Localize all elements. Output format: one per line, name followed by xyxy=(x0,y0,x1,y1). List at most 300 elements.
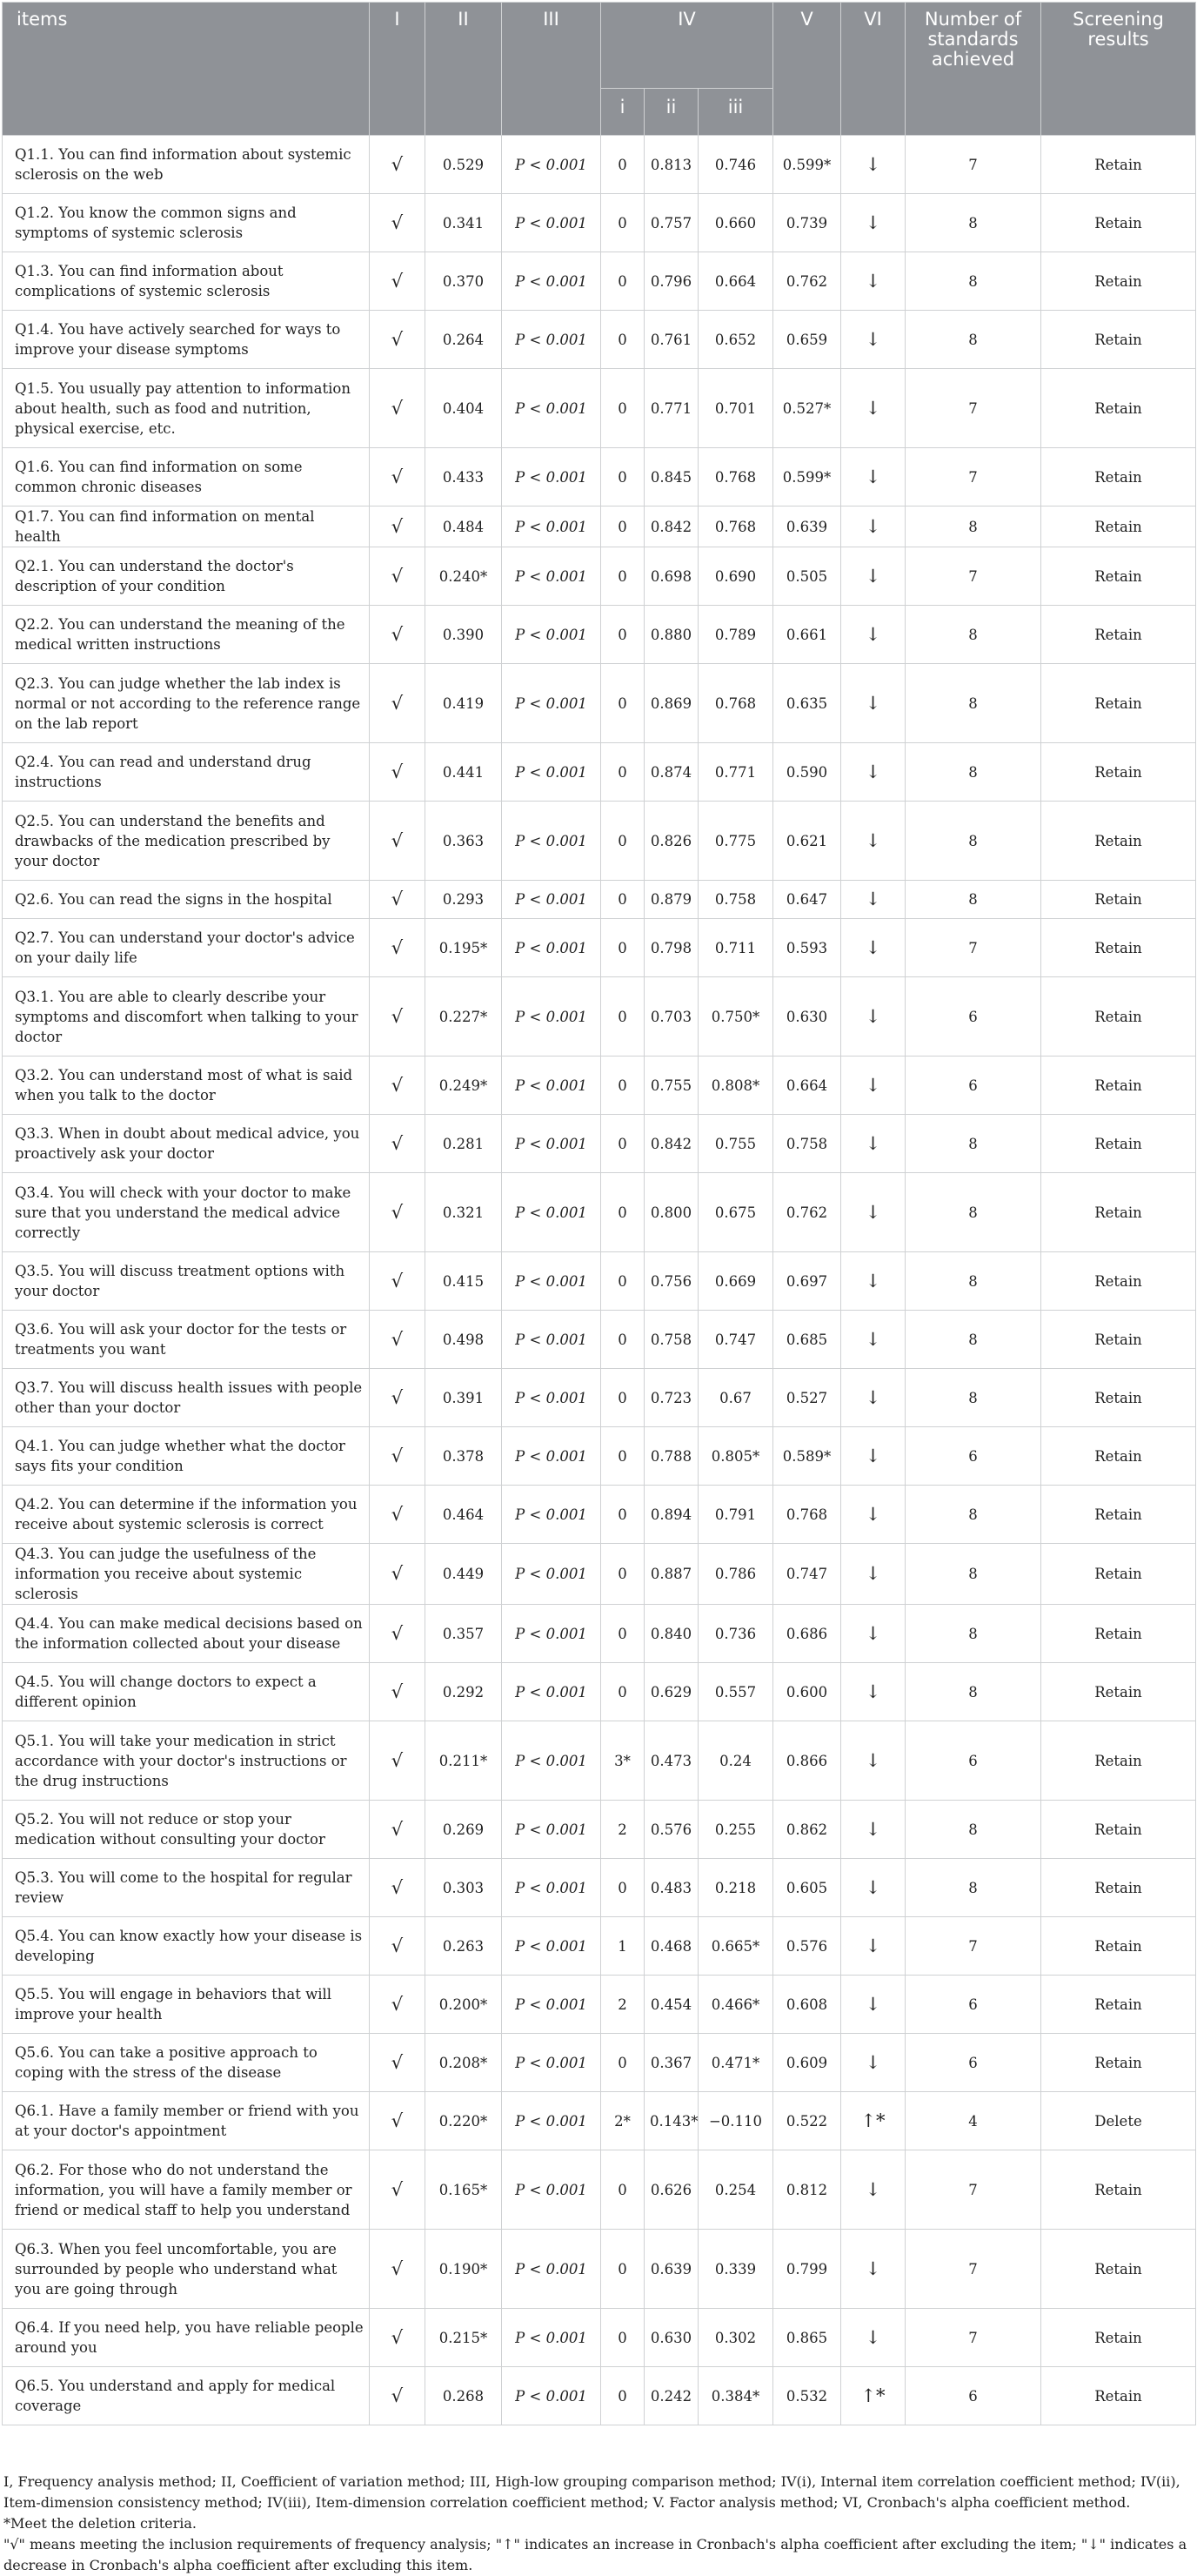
frequency-check: √ xyxy=(370,2309,425,2367)
internal-correlation: 0 xyxy=(601,1859,645,1917)
cronbach-arrow: ↓ xyxy=(841,1801,906,1859)
internal-correlation: 2* xyxy=(601,2092,645,2150)
item-dimension-correlation: 0.254 xyxy=(699,2150,773,2230)
standards-count: 6 xyxy=(906,1976,1041,2034)
coefficient-of-variation: 0.404 xyxy=(425,369,502,448)
table-row xyxy=(3,1057,1196,1115)
frequency-check: √ xyxy=(370,1721,425,1801)
item-dimension-consistency: 0.796 xyxy=(645,252,699,311)
cronbach-arrow: ↓ xyxy=(841,2230,906,2309)
col-i-header: I xyxy=(370,3,425,136)
item-cell: Q1.4. You have actively searched for ways to improve your disease symptoms xyxy=(3,311,370,369)
frequency-check: √ xyxy=(370,506,425,547)
item-cell: Q5.4. You can know exactly how your disease is developing xyxy=(3,1917,370,1976)
item-dimension-consistency: 0.845 xyxy=(645,448,699,506)
item-dimension-consistency: 0.757 xyxy=(645,194,699,252)
coefficient-of-variation: 0.498 xyxy=(425,1311,502,1369)
table-row xyxy=(3,2092,1196,2150)
factor-loading: 0.621 xyxy=(773,802,841,881)
standards-count: 8 xyxy=(906,1605,1041,1663)
screening-result: Retain xyxy=(1041,606,1196,664)
factor-loading: 0.762 xyxy=(773,252,841,311)
item-dimension-correlation: 0.339 xyxy=(699,2230,773,2309)
screening-result: Retain xyxy=(1041,448,1196,506)
internal-correlation: 0 xyxy=(601,1544,645,1605)
standards-count: 8 xyxy=(906,1311,1041,1369)
item-cell: Q4.4. You can make medical decisions based on the information collected about your disease xyxy=(3,1605,370,1663)
frequency-check: √ xyxy=(370,1605,425,1663)
factor-loading: 0.599* xyxy=(773,136,841,194)
table-row xyxy=(3,1427,1196,1486)
table-row xyxy=(3,506,1196,547)
item-dimension-consistency: 0.761 xyxy=(645,311,699,369)
coefficient-of-variation: 0.441 xyxy=(425,743,502,802)
item-cell: Q5.3. You will come to the hospital for regular review xyxy=(3,1859,370,1917)
item-dimension-consistency: 0.894 xyxy=(645,1486,699,1544)
item-dimension-correlation: 0.789 xyxy=(699,606,773,664)
coefficient-of-variation: 0.449 xyxy=(425,1544,502,1605)
factor-loading: 0.609 xyxy=(773,2034,841,2092)
high-low-p-value: P < 0.001 xyxy=(502,2092,601,2150)
screening-result: Retain xyxy=(1041,1486,1196,1544)
item-dimension-correlation: 0.808* xyxy=(699,1057,773,1115)
item-dimension-correlation: 0.384* xyxy=(699,2367,773,2425)
col-screening-result-header: Screening results xyxy=(1041,3,1196,136)
item-cell: Q2.5. You can understand the benefits and drawbacks of the medication prescribed by your doctor xyxy=(3,802,370,881)
high-low-p-value: P < 0.001 xyxy=(502,136,601,194)
coefficient-of-variation: 0.264 xyxy=(425,311,502,369)
factor-loading: 0.647 xyxy=(773,881,841,919)
table-row xyxy=(3,2309,1196,2367)
coefficient-of-variation: 0.293 xyxy=(425,881,502,919)
factor-loading: 0.685 xyxy=(773,1311,841,1369)
standards-count: 6 xyxy=(906,977,1041,1057)
internal-correlation: 0 xyxy=(601,1057,645,1115)
coefficient-of-variation: 0.378 xyxy=(425,1427,502,1486)
screening-result: Retain xyxy=(1041,369,1196,448)
high-low-p-value: P < 0.001 xyxy=(502,2034,601,2092)
internal-correlation: 0 xyxy=(601,664,645,743)
item-dimension-consistency: 0.698 xyxy=(645,547,699,606)
cronbach-arrow: ↓ xyxy=(841,977,906,1057)
frequency-check: √ xyxy=(370,1859,425,1917)
coefficient-of-variation: 0.341 xyxy=(425,194,502,252)
table-row xyxy=(3,369,1196,448)
internal-correlation: 0 xyxy=(601,311,645,369)
table-footnotes xyxy=(3,2472,1194,2576)
high-low-p-value: P < 0.001 xyxy=(502,1427,601,1486)
frequency-check: √ xyxy=(370,194,425,252)
item-cell: Q1.1. You can find information about systemic sclerosis on the web xyxy=(3,136,370,194)
internal-correlation: 0 xyxy=(601,547,645,606)
standards-count: 7 xyxy=(906,448,1041,506)
high-low-p-value: P < 0.001 xyxy=(502,664,601,743)
table-row xyxy=(3,1369,1196,1427)
internal-correlation: 0 xyxy=(601,977,645,1057)
coefficient-of-variation: 0.484 xyxy=(425,506,502,547)
table-row xyxy=(3,664,1196,743)
high-low-p-value: P < 0.001 xyxy=(502,919,601,977)
coefficient-of-variation: 0.292 xyxy=(425,1663,502,1721)
screening-result: Retain xyxy=(1041,1115,1196,1173)
item-cell: Q2.2. You can understand the meaning of the medical written instructions xyxy=(3,606,370,664)
internal-correlation: 0 xyxy=(601,2367,645,2425)
high-low-p-value: P < 0.001 xyxy=(502,802,601,881)
high-low-p-value: P < 0.001 xyxy=(502,1311,601,1369)
screening-result: Retain xyxy=(1041,506,1196,547)
item-cell: Q3.1. You are able to clearly describe your symptoms and discomfort when talking to your doctor xyxy=(3,977,370,1057)
table-row xyxy=(3,919,1196,977)
coefficient-of-variation: 0.268 xyxy=(425,2367,502,2425)
screening-result: Retain xyxy=(1041,1544,1196,1605)
frequency-check: √ xyxy=(370,2150,425,2230)
cronbach-arrow: ↓ xyxy=(841,1427,906,1486)
frequency-check: √ xyxy=(370,2034,425,2092)
screening-result: Retain xyxy=(1041,1917,1196,1976)
screening-result: Retain xyxy=(1041,1859,1196,1917)
item-dimension-consistency: 0.143* xyxy=(645,2092,699,2150)
screening-result: Retain xyxy=(1041,2034,1196,2092)
screening-result: Retain xyxy=(1041,2230,1196,2309)
item-dimension-consistency: 0.887 xyxy=(645,1544,699,1605)
item-dimension-consistency: 0.629 xyxy=(645,1663,699,1721)
item-dimension-consistency: 0.756 xyxy=(645,1252,699,1311)
standards-count: 8 xyxy=(906,664,1041,743)
high-low-p-value: P < 0.001 xyxy=(502,606,601,664)
item-dimension-consistency: 0.483 xyxy=(645,1859,699,1917)
item-dimension-consistency: 0.367 xyxy=(645,2034,699,2092)
frequency-check: √ xyxy=(370,2230,425,2309)
screening-result: Retain xyxy=(1041,311,1196,369)
standards-count: 8 xyxy=(906,1801,1041,1859)
cronbach-arrow: ↓ xyxy=(841,1859,906,1917)
coefficient-of-variation: 0.390 xyxy=(425,606,502,664)
item-dimension-correlation: 0.775 xyxy=(699,802,773,881)
high-low-p-value: P < 0.001 xyxy=(502,194,601,252)
internal-correlation: 0 xyxy=(601,802,645,881)
item-cell: Q2.3. You can judge whether the lab index is normal or not according to the reference range on the lab report xyxy=(3,664,370,743)
item-dimension-correlation: 0.768 xyxy=(699,506,773,547)
item-dimension-correlation: 0.750* xyxy=(699,977,773,1057)
screening-result: Retain xyxy=(1041,1663,1196,1721)
cronbach-arrow: ↓ xyxy=(841,1252,906,1311)
item-cell: Q5.5. You will engage in behaviors that will improve your health xyxy=(3,1976,370,2034)
item-cell: Q6.5. You understand and apply for medical coverage xyxy=(3,2367,370,2425)
standards-count: 8 xyxy=(906,1252,1041,1311)
item-dimension-correlation: 0.755 xyxy=(699,1115,773,1173)
item-cell: Q6.3. When you feel uncomfortable, you are surrounded by people who understand what you are going through xyxy=(3,2230,370,2309)
table-row xyxy=(3,1173,1196,1252)
item-dimension-correlation: 0.791 xyxy=(699,1486,773,1544)
coefficient-of-variation: 0.269 xyxy=(425,1801,502,1859)
standards-count: 6 xyxy=(906,1057,1041,1115)
cronbach-arrow: ↑* xyxy=(841,2367,906,2425)
cronbach-arrow: ↓ xyxy=(841,2150,906,2230)
frequency-check: √ xyxy=(370,1544,425,1605)
item-dimension-consistency: 0.874 xyxy=(645,743,699,802)
high-low-p-value: P < 0.001 xyxy=(502,252,601,311)
high-low-p-value: P < 0.001 xyxy=(502,1057,601,1115)
item-dimension-consistency: 0.576 xyxy=(645,1801,699,1859)
screening-result: Retain xyxy=(1041,802,1196,881)
high-low-p-value: P < 0.001 xyxy=(502,1605,601,1663)
coefficient-of-variation: 0.195* xyxy=(425,919,502,977)
table-row xyxy=(3,977,1196,1057)
factor-loading: 0.762 xyxy=(773,1173,841,1252)
cronbach-arrow: ↓ xyxy=(841,311,906,369)
factor-loading: 0.758 xyxy=(773,1115,841,1173)
internal-correlation: 0 xyxy=(601,136,645,194)
item-cell: Q2.1. You can understand the doctor's description of your condition xyxy=(3,547,370,606)
coefficient-of-variation: 0.391 xyxy=(425,1369,502,1427)
screening-result: Retain xyxy=(1041,194,1196,252)
item-dimension-correlation: 0.466* xyxy=(699,1976,773,2034)
col-items-header: items xyxy=(3,3,370,136)
frequency-check: √ xyxy=(370,802,425,881)
item-cell: Q3.7. You will discuss health issues with people other than your doctor xyxy=(3,1369,370,1427)
internal-correlation: 0 xyxy=(601,1173,645,1252)
standards-count: 8 xyxy=(906,1544,1041,1605)
footnote-deletion-criteria: *Meet the deletion criteria. xyxy=(3,2515,197,2532)
frequency-check: √ xyxy=(370,1486,425,1544)
coefficient-of-variation: 0.415 xyxy=(425,1252,502,1311)
cronbach-arrow: ↓ xyxy=(841,1605,906,1663)
table-row xyxy=(3,136,1196,194)
high-low-p-value: P < 0.001 xyxy=(502,2150,601,2230)
table-row xyxy=(3,1252,1196,1311)
screening-result: Retain xyxy=(1041,1173,1196,1252)
cronbach-arrow: ↓ xyxy=(841,1173,906,1252)
frequency-check: √ xyxy=(370,606,425,664)
frequency-check: √ xyxy=(370,919,425,977)
standards-count: 7 xyxy=(906,136,1041,194)
item-dimension-consistency: 0.842 xyxy=(645,506,699,547)
item-cell: Q1.3. You can find information about complications of systemic sclerosis xyxy=(3,252,370,311)
cronbach-arrow: ↓ xyxy=(841,2309,906,2367)
coefficient-of-variation: 0.433 xyxy=(425,448,502,506)
standards-count: 7 xyxy=(906,369,1041,448)
table-row xyxy=(3,1859,1196,1917)
factor-loading: 0.527 xyxy=(773,1369,841,1427)
high-low-p-value: P < 0.001 xyxy=(502,2309,601,2367)
table-row xyxy=(3,2034,1196,2092)
screening-result: Retain xyxy=(1041,1976,1196,2034)
screening-result: Retain xyxy=(1041,1801,1196,1859)
table-row xyxy=(3,1486,1196,1544)
screening-result: Retain xyxy=(1041,1369,1196,1427)
frequency-check: √ xyxy=(370,547,425,606)
coefficient-of-variation: 0.464 xyxy=(425,1486,502,1544)
table-row xyxy=(3,606,1196,664)
standards-count: 8 xyxy=(906,311,1041,369)
standards-count: 8 xyxy=(906,1486,1041,1544)
item-dimension-consistency: 0.800 xyxy=(645,1173,699,1252)
frequency-check: √ xyxy=(370,2092,425,2150)
standards-count: 7 xyxy=(906,919,1041,977)
high-low-p-value: P < 0.001 xyxy=(502,1115,601,1173)
table-row xyxy=(3,1663,1196,1721)
table-row xyxy=(3,311,1196,369)
cronbach-arrow: ↓ xyxy=(841,606,906,664)
col-v-header: V xyxy=(773,3,841,136)
coefficient-of-variation: 0.529 xyxy=(425,136,502,194)
col-iv-iii-header: iii xyxy=(699,89,773,136)
standards-count: 6 xyxy=(906,2367,1041,2425)
internal-correlation: 0 xyxy=(601,2230,645,2309)
col-vi-header: VI xyxy=(841,3,906,136)
item-dimension-consistency: 0.798 xyxy=(645,919,699,977)
table-row xyxy=(3,2150,1196,2230)
standards-count: 7 xyxy=(906,2309,1041,2367)
factor-loading: 0.522 xyxy=(773,2092,841,2150)
frequency-check: √ xyxy=(370,1976,425,2034)
cronbach-arrow: ↓ xyxy=(841,919,906,977)
item-dimension-correlation: 0.302 xyxy=(699,2309,773,2367)
cronbach-arrow: ↓ xyxy=(841,2034,906,2092)
item-dimension-correlation: 0.768 xyxy=(699,664,773,743)
cronbach-arrow: ↓ xyxy=(841,1115,906,1173)
factor-loading: 0.600 xyxy=(773,1663,841,1721)
internal-correlation: 0 xyxy=(601,2034,645,2092)
screening-table xyxy=(2,2,1196,2425)
standards-count: 8 xyxy=(906,252,1041,311)
frequency-check: √ xyxy=(370,136,425,194)
factor-loading: 0.635 xyxy=(773,664,841,743)
cronbach-arrow: ↓ xyxy=(841,1369,906,1427)
coefficient-of-variation: 0.190* xyxy=(425,2230,502,2309)
item-cell: Q5.1. You will take your medication in strict accordance with your doctor's instructions or the drug instructions xyxy=(3,1721,370,1801)
high-low-p-value: P < 0.001 xyxy=(502,743,601,802)
coefficient-of-variation: 0.321 xyxy=(425,1173,502,1252)
screening-result: Retain xyxy=(1041,1057,1196,1115)
col-standards-count-header: Number of standards achieved xyxy=(906,3,1041,136)
item-dimension-correlation: 0.669 xyxy=(699,1252,773,1311)
screening-result: Retain xyxy=(1041,2150,1196,2230)
item-dimension-consistency: 0.723 xyxy=(645,1369,699,1427)
item-cell: Q2.4. You can read and understand drug instructions xyxy=(3,743,370,802)
table-header xyxy=(3,3,1196,136)
item-dimension-consistency: 0.826 xyxy=(645,802,699,881)
standards-count: 8 xyxy=(906,743,1041,802)
standards-count: 8 xyxy=(906,1173,1041,1252)
item-cell: Q1.5. You usually pay attention to information about health, such as food and nutrition, physical exercise, etc. xyxy=(3,369,370,448)
factor-loading: 0.865 xyxy=(773,2309,841,2367)
table-row xyxy=(3,1917,1196,1976)
item-cell: Q1.7. You can find information on mental health xyxy=(3,506,370,547)
item-cell: Q3.4. You will check with your doctor to make sure that you understand the medical advice correctly xyxy=(3,1173,370,1252)
frequency-check: √ xyxy=(370,311,425,369)
factor-loading: 0.608 xyxy=(773,1976,841,2034)
coefficient-of-variation: 0.211* xyxy=(425,1721,502,1801)
factor-loading: 0.661 xyxy=(773,606,841,664)
frequency-check: √ xyxy=(370,1311,425,1369)
item-dimension-consistency: 0.242 xyxy=(645,2367,699,2425)
frequency-check: √ xyxy=(370,252,425,311)
internal-correlation: 0 xyxy=(601,606,645,664)
item-dimension-consistency: 0.842 xyxy=(645,1115,699,1173)
frequency-check: √ xyxy=(370,1369,425,1427)
standards-count: 8 xyxy=(906,606,1041,664)
item-dimension-correlation: 0.786 xyxy=(699,1544,773,1605)
item-dimension-correlation: 0.746 xyxy=(699,136,773,194)
coefficient-of-variation: 0.263 xyxy=(425,1917,502,1976)
factor-loading: 0.739 xyxy=(773,194,841,252)
item-dimension-correlation: 0.24 xyxy=(699,1721,773,1801)
internal-correlation: 0 xyxy=(601,881,645,919)
item-dimension-consistency: 0.788 xyxy=(645,1427,699,1486)
screening-result: Retain xyxy=(1041,1605,1196,1663)
cronbach-arrow: ↓ xyxy=(841,664,906,743)
factor-loading: 0.589* xyxy=(773,1427,841,1486)
item-cell: Q6.1. Have a family member or friend with you at your doctor's appointment xyxy=(3,2092,370,2150)
factor-loading: 0.630 xyxy=(773,977,841,1057)
item-cell: Q5.2. You will not reduce or stop your medication without consulting your doctor xyxy=(3,1801,370,1859)
footnote-abbreviations: I, Frequency analysis method; II, Coefficient of variation method; III, High-low grouping comparison method; IV(i), Internal item correlation coefficient method; IV(ii), Item-dimension consistency method; IV(iii), Item-dimension correlation coefficient method; V. Factor analysis method; VI, Cronbach's alpha coefficient method. xyxy=(3,2473,1180,2511)
frequency-check: √ xyxy=(370,448,425,506)
item-dimension-consistency: 0.468 xyxy=(645,1917,699,1976)
high-low-p-value: P < 0.001 xyxy=(502,1663,601,1721)
item-cell: Q3.5. You will discuss treatment options with your doctor xyxy=(3,1252,370,1311)
table-row xyxy=(3,1605,1196,1663)
coefficient-of-variation: 0.303 xyxy=(425,1859,502,1917)
cronbach-arrow: ↓ xyxy=(841,547,906,606)
item-dimension-consistency: 0.626 xyxy=(645,2150,699,2230)
factor-loading: 0.747 xyxy=(773,1544,841,1605)
item-cell: Q1.6. You can find information on some common chronic diseases xyxy=(3,448,370,506)
coefficient-of-variation: 0.357 xyxy=(425,1605,502,1663)
item-dimension-correlation: 0.660 xyxy=(699,194,773,252)
high-low-p-value: P < 0.001 xyxy=(502,2230,601,2309)
coefficient-of-variation: 0.215* xyxy=(425,2309,502,2367)
coefficient-of-variation: 0.249* xyxy=(425,1057,502,1115)
coefficient-of-variation: 0.208* xyxy=(425,2034,502,2092)
internal-correlation: 0 xyxy=(601,369,645,448)
frequency-check: √ xyxy=(370,743,425,802)
screening-result: Retain xyxy=(1041,1311,1196,1369)
screening-result: Retain xyxy=(1041,977,1196,1057)
item-dimension-correlation: 0.665* xyxy=(699,1917,773,1976)
factor-loading: 0.505 xyxy=(773,547,841,606)
item-dimension-consistency: 0.755 xyxy=(645,1057,699,1115)
standards-count: 6 xyxy=(906,1721,1041,1801)
item-dimension-correlation: 0.255 xyxy=(699,1801,773,1859)
screening-result: Retain xyxy=(1041,1252,1196,1311)
factor-loading: 0.799 xyxy=(773,2230,841,2309)
cronbach-arrow: ↓ xyxy=(841,1057,906,1115)
standards-count: 6 xyxy=(906,1427,1041,1486)
cronbach-arrow: ↓ xyxy=(841,1721,906,1801)
table-row xyxy=(3,547,1196,606)
item-dimension-correlation: 0.218 xyxy=(699,1859,773,1917)
item-cell: Q1.2. You know the common signs and symptoms of systemic sclerosis xyxy=(3,194,370,252)
item-cell: Q4.5. You will change doctors to expect a different opinion xyxy=(3,1663,370,1721)
item-cell: Q3.6. You will ask your doctor for the tests or treatments you want xyxy=(3,1311,370,1369)
item-dimension-correlation: 0.557 xyxy=(699,1663,773,1721)
standards-count: 7 xyxy=(906,2150,1041,2230)
item-dimension-correlation: 0.67 xyxy=(699,1369,773,1427)
internal-correlation: 0 xyxy=(601,1369,645,1427)
internal-correlation: 2 xyxy=(601,1801,645,1859)
factor-loading: 0.590 xyxy=(773,743,841,802)
factor-loading: 0.593 xyxy=(773,919,841,977)
factor-loading: 0.527* xyxy=(773,369,841,448)
high-low-p-value: P < 0.001 xyxy=(502,977,601,1057)
internal-correlation: 0 xyxy=(601,1311,645,1369)
screening-result: Retain xyxy=(1041,743,1196,802)
item-cell: Q2.6. You can read the signs in the hospital xyxy=(3,881,370,919)
frequency-check: √ xyxy=(370,977,425,1057)
item-dimension-correlation: 0.758 xyxy=(699,881,773,919)
